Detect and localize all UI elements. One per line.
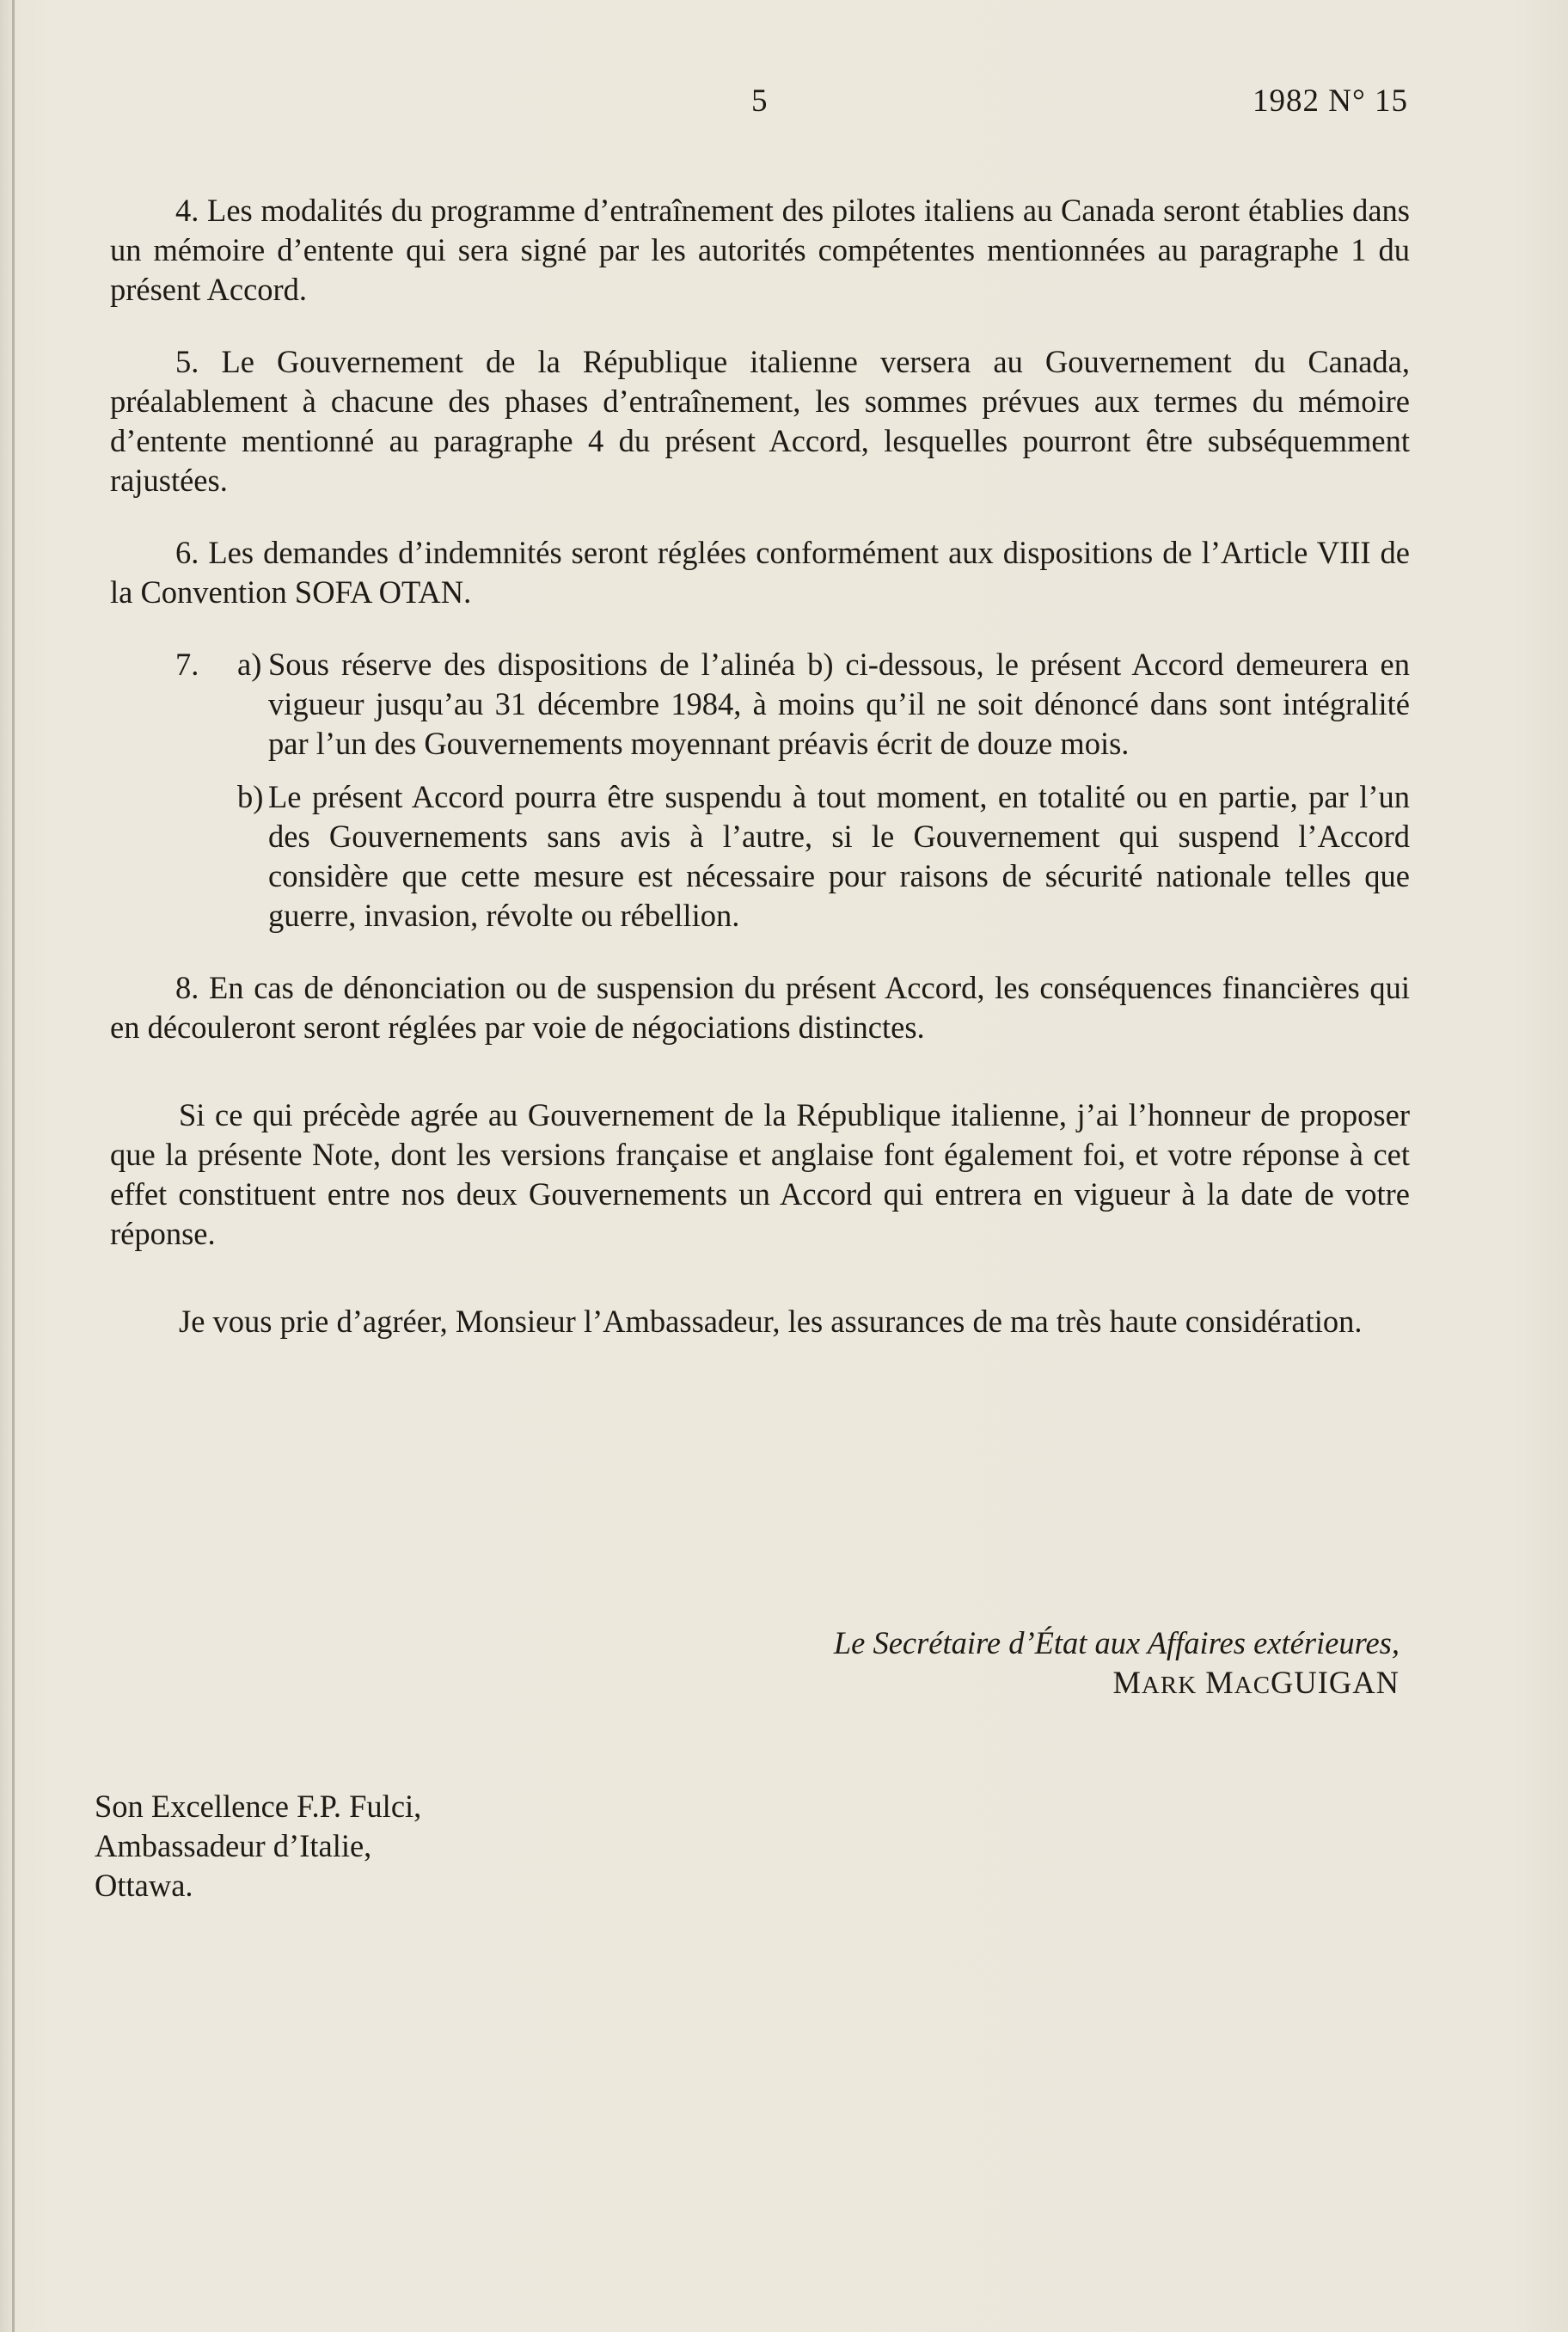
paragraph-8: 8. En cas de dénonciation ou de suspension du présent Accord, les conséquences financières qui en découleront seront réglées par voie de négociations distinctes. (110, 970, 1410, 1045)
paragraph-7-number: 7. (175, 647, 199, 682)
letter-body (110, 191, 1410, 1374)
signatory-title: Le Secrétaire d’État aux Affaires extérieures, (833, 1625, 1400, 1660)
subparagraph-b-label: b) (237, 779, 264, 814)
addressee-line-1: Son Excellence F.P. Fulci, (95, 1789, 422, 1824)
paragraph-6: 6. Les demandes d’indemnités seront réglées conformément aux dispositions de l’Article VIII de la Convention SOFA OTAN. (110, 535, 1410, 610)
binding-gutter (12, 0, 15, 2332)
paragraph-7b (110, 777, 1410, 936)
paragraph-5: 5. Le Gouvernement de la République italienne versera au Gouvernement du Canada, préalablement à chacune des phases d’entraînement, les sommes prévues aux termes du mémoire d’entente mentionné au paragraphe 4 du présent Accord, lesquelles pourront être subséquemment rajustées. (110, 344, 1410, 498)
signatory-name: MARK MACGUIGAN (1112, 1665, 1400, 1700)
page-header (0, 83, 1568, 134)
page-number: 5 (751, 83, 768, 119)
addressee-line-3: Ottawa. (95, 1868, 193, 1903)
issue-reference: 1982 N° 15 (1252, 83, 1408, 119)
addressee-line-2: Ambassadeur d’Italie, (95, 1828, 372, 1863)
paragraph-4: 4. Les modalités du programme d’entraînement des pilotes italiens au Canada seront établies dans un mémoire d’entente qui sera signé par les autorités compétentes mentionnées au paragraphe 1 du présent Accord. (110, 193, 1410, 307)
paragraph-7a (110, 645, 1410, 764)
courtesy-paragraph: Je vous prie d’agréer, Monsieur l’Ambassadeur, les assurances de ma très haute considération. (179, 1304, 1363, 1339)
closing-paragraph: Si ce qui précède agrée au Gouvernement de la République italienne, j’ai l’honneur de proposer que la présente Note, dont les versions française et anglaise font également foi, et votre réponse à cet effet constituent entre nos deux Gouvernements un Accord qui entrera en vigueur à la date de votre réponse. (110, 1097, 1410, 1251)
paragraph-7-label (175, 645, 261, 684)
subparagraph-a-label: a) (237, 647, 262, 682)
addressee-block (95, 1787, 421, 1905)
subparagraph-a-text: Sous réserve des dispositions de l’alinéa b) ci-dessous, le présent Accord demeurera en vigueur jusqu’au 31 décembre 1984, à moins qu’il ne soit dénoncé dans sont intégralité par l’un des Gouvernements moyennant préavis écrit de douze mois. (268, 647, 1410, 761)
subparagraph-b-text: Le présent Accord pourra être suspendu à tout moment, en totalité ou en partie, par l’un des Gouvernements sans avis à l’autre, si le Gouvernement qui suspend l’Accord considère que cette mesure est nécessaire pour raisons de sécurité nationale telles que guerre, invasion, révolte ou rébellion. (268, 779, 1410, 933)
signature-block (834, 1623, 1400, 1705)
subparagraph-b-label-wrap (175, 777, 264, 817)
